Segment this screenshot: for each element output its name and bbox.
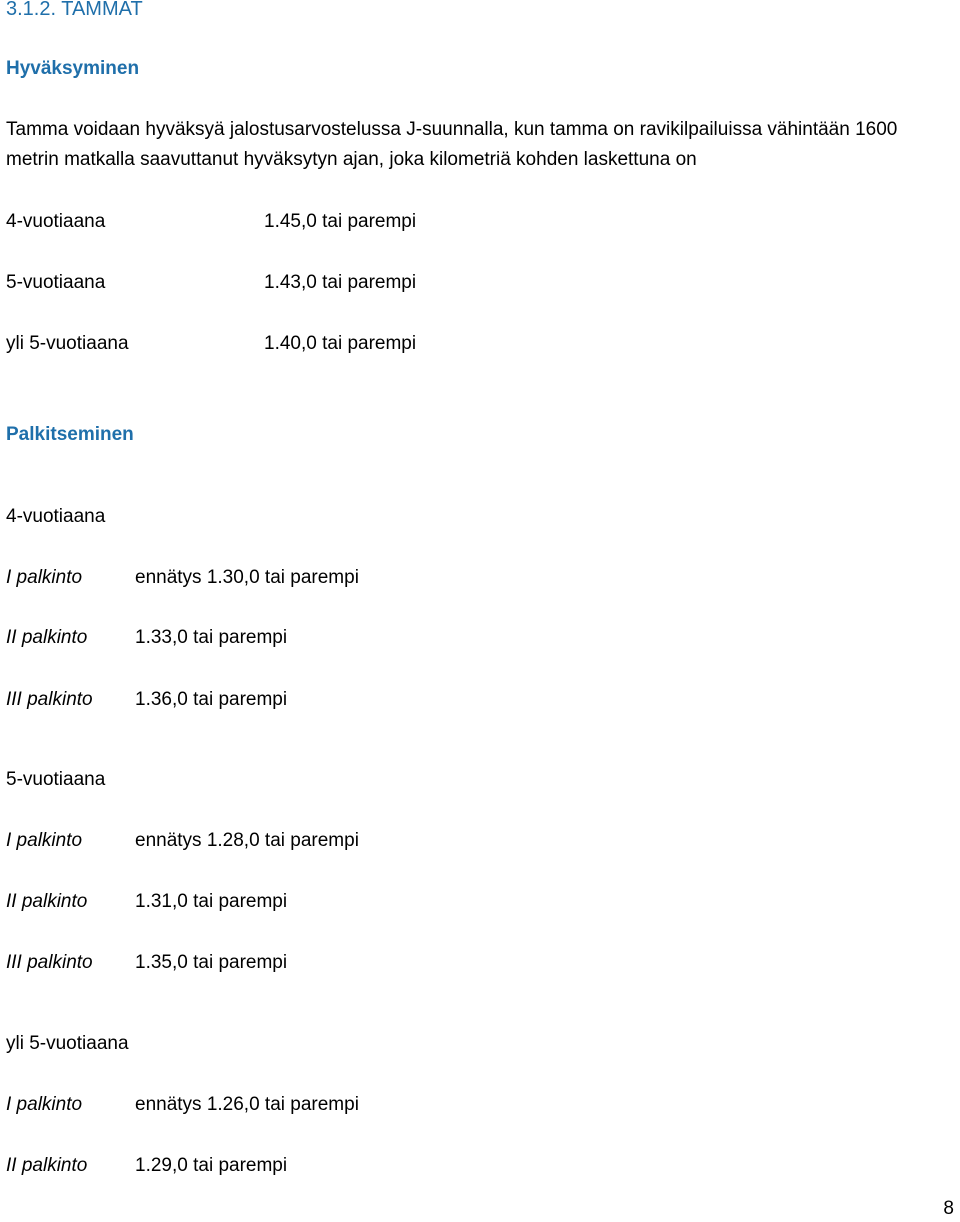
- awards-heading: Palkitseminen: [6, 424, 134, 445]
- award-label: I palkinto: [6, 1094, 83, 1115]
- approval-paragraph: Tamma voidaan hyväksyä jalostusarvostelussa J-suunnalla, kun tamma on ravikilpailuissa vähintään 1600 metrin matkalla saavuttanut hyväksytyn ajan, joka kilometriä kohden laskettuna on: [6, 119, 898, 170]
- approval-row-value: 1.40,0 tai parempi: [264, 333, 417, 354]
- award-label: II palkinto: [6, 1155, 88, 1176]
- page-number: 8: [943, 1198, 954, 1219]
- approval-row-value: 1.43,0 tai parempi: [264, 272, 417, 293]
- award-value: 1.35,0 tai parempi: [135, 952, 288, 973]
- award-value: ennätys 1.30,0 tai parempi: [135, 567, 359, 588]
- approval-row-label: 4-vuotiaana: [6, 211, 106, 232]
- approval-row-value: 1.45,0 tai parempi: [264, 211, 417, 232]
- award-value: 1.33,0 tai parempi: [135, 627, 288, 648]
- award-value: 1.31,0 tai parempi: [135, 891, 288, 912]
- award-label: I palkinto: [6, 830, 83, 851]
- approval-row-label: 5-vuotiaana: [6, 272, 106, 293]
- approval-row-label: yli 5-vuotiaana: [6, 333, 129, 354]
- award-value: 1.36,0 tai parempi: [135, 689, 288, 710]
- award-label: III palkinto: [6, 689, 93, 710]
- approval-heading: Hyväksyminen: [6, 58, 140, 79]
- award-label: I palkinto: [6, 567, 83, 588]
- awards-group-title: 5-vuotiaana: [6, 769, 106, 790]
- award-label: II palkinto: [6, 891, 88, 912]
- awards-group-title: 4-vuotiaana: [6, 506, 106, 527]
- award-label: II palkinto: [6, 627, 88, 648]
- section-title: 3.1.2. TAMMAT: [6, 0, 143, 20]
- award-value: ennätys 1.28,0 tai parempi: [135, 830, 359, 851]
- award-label: III palkinto: [6, 952, 93, 973]
- award-value: ennätys 1.26,0 tai parempi: [135, 1094, 359, 1115]
- award-value: 1.29,0 tai parempi: [135, 1155, 288, 1176]
- awards-group-title: yli 5-vuotiaana: [6, 1033, 129, 1054]
